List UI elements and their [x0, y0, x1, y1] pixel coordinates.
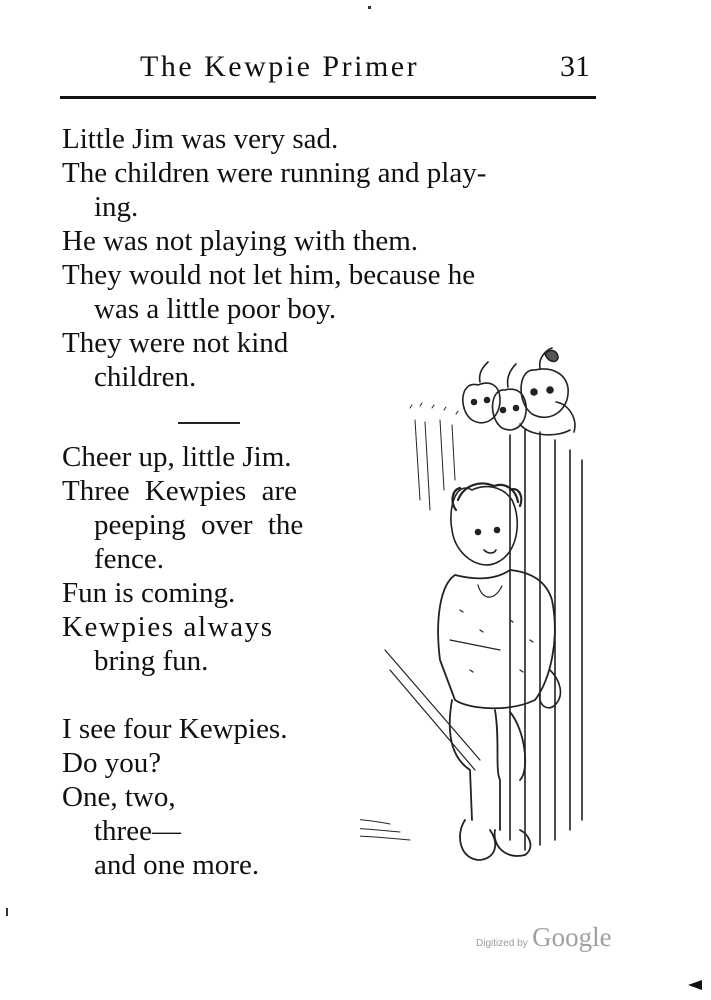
- paragraph: [62, 474, 303, 576]
- paragraph: [62, 258, 486, 326]
- text-line: The children were running and play-: [62, 157, 487, 189]
- text-line: They were not kind: [62, 327, 289, 359]
- text-line: Fun is coming.: [62, 577, 236, 609]
- section-2: [62, 440, 303, 678]
- paragraph: [62, 610, 303, 678]
- kewpie-figures: [463, 348, 575, 435]
- paragraph: [62, 440, 303, 474]
- text-line: and one more.: [94, 849, 260, 881]
- paragraph: [62, 780, 287, 882]
- text-line: Do you?: [62, 747, 162, 779]
- page-number: 31: [560, 50, 590, 83]
- digitized-by-google-watermark: [476, 922, 612, 953]
- text-line: One, two,: [62, 781, 176, 813]
- scan-speck: [368, 6, 371, 9]
- text-line: Kewpies always: [62, 611, 274, 643]
- running-title: The Kewpie Primer: [140, 50, 420, 83]
- text-line: fence.: [94, 543, 165, 575]
- text-line: children.: [94, 361, 197, 393]
- paragraph: [62, 122, 486, 156]
- text-line: bring fun.: [94, 645, 209, 677]
- page-corner-arrow: [688, 980, 702, 990]
- section-divider: [178, 422, 240, 424]
- paragraph: [62, 712, 287, 746]
- paragraph: [62, 746, 287, 780]
- text-line: Three Kewpies are: [62, 475, 297, 507]
- paragraph: [62, 576, 303, 610]
- text-line: ing.: [94, 191, 139, 223]
- kewpie-illustration: [360, 340, 610, 900]
- header-rule: [60, 96, 596, 99]
- text-line: three—: [94, 815, 181, 847]
- text-line: They would not let him, because he: [62, 259, 476, 291]
- text-line: Cheer up, little Jim.: [62, 441, 292, 473]
- text-line: peeping over the: [94, 509, 304, 541]
- paragraph: [62, 156, 486, 224]
- paragraph: [62, 224, 486, 258]
- watermark-brand: Google: [532, 922, 612, 952]
- text-line: He was not playing with them.: [62, 225, 419, 257]
- text-line: I see four Kewpies.: [62, 713, 288, 745]
- text-line: Little Jim was very sad.: [62, 123, 339, 155]
- boy-figure: [438, 484, 560, 860]
- section-3: [62, 712, 287, 882]
- fence: [385, 403, 582, 850]
- scan-speck: [6, 908, 8, 916]
- text-line: was a little poor boy.: [94, 293, 337, 325]
- watermark-prefix: Digitized by: [476, 938, 528, 949]
